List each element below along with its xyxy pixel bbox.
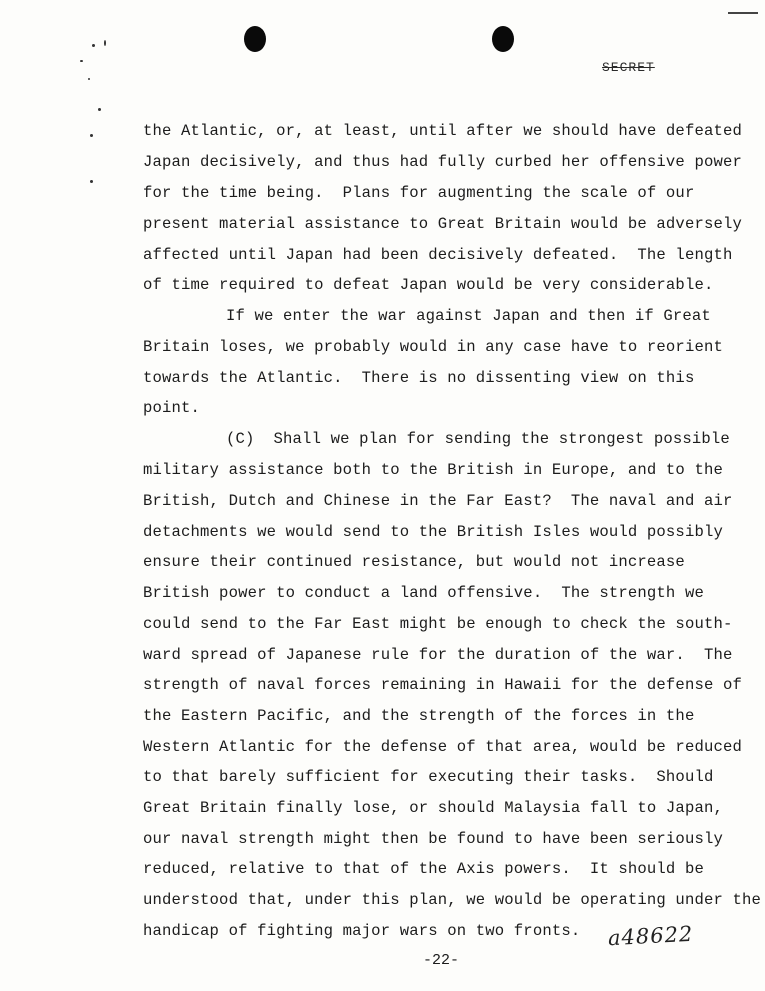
handwritten-document-id: a48622 [607, 921, 694, 951]
speck [80, 60, 83, 62]
text-line: ward spread of Japanese rule for the duration of the war. The [143, 646, 733, 664]
speck [98, 108, 101, 111]
text-line: of time required to defeat Japan would be very considerable. [143, 276, 714, 294]
text-line: Japan decisively, and thus had fully curbed her offensive power [143, 153, 742, 171]
text-line: British, Dutch and Chinese in the Far East? The naval and air [143, 492, 733, 510]
speck [92, 44, 95, 47]
page-number: -22- [423, 952, 460, 969]
classification-marking: SECRET [602, 60, 655, 75]
text-line: (C) Shall we plan for sending the strongest possible [226, 430, 730, 448]
corner-mark [728, 12, 758, 14]
text-line: for the time being. Plans for augmenting the scale of our [143, 184, 695, 202]
text-line: If we enter the war against Japan and then if Great [226, 307, 711, 325]
text-line: affected until Japan had been decisively defeated. The length [143, 246, 733, 264]
text-line: Britain loses, we probably would in any case have to reorient [143, 338, 723, 356]
text-line: strength of naval forces remaining in Hawaii for the defense of [143, 676, 742, 694]
speck [104, 40, 106, 46]
text-line: could send to the Far East might be enough to check the south- [143, 615, 733, 633]
speck [90, 134, 93, 137]
text-line: ensure their continued resistance, but would not increase [143, 553, 685, 571]
text-line: to that barely sufficient for executing their tasks. Should [143, 768, 714, 786]
speck [88, 78, 90, 80]
text-line: military assistance both to the British in Europe, and to the [143, 461, 723, 479]
punch-hole-right [492, 26, 514, 52]
text-line: towards the Atlantic. There is no dissenting view on this [143, 369, 695, 387]
text-line: Great Britain finally lose, or should Malaysia fall to Japan, [143, 799, 723, 817]
text-line: understood that, under this plan, we would be operating under the [143, 891, 762, 909]
text-line: the Eastern Pacific, and the strength of the forces in the [143, 707, 695, 725]
text-line: handicap of fighting major wars on two fronts. [143, 922, 581, 940]
text-line: reduced, relative to that of the Axis powers. It should be [143, 860, 704, 878]
punch-hole-left [244, 26, 266, 52]
text-line: present material assistance to Great Britain would be adversely [143, 215, 742, 233]
speck [90, 180, 93, 183]
text-line: point. [143, 399, 201, 417]
text-line: detachments we would send to the British Isles would possibly [143, 523, 723, 541]
text-line: Western Atlantic for the defense of that area, would be reduced [143, 738, 742, 756]
text-line: the Atlantic, or, at least, until after we should have defeated [143, 122, 742, 140]
text-line: our naval strength might then be found to have been seriously [143, 830, 723, 848]
text-line: British power to conduct a land offensive. The strength we [143, 584, 704, 602]
